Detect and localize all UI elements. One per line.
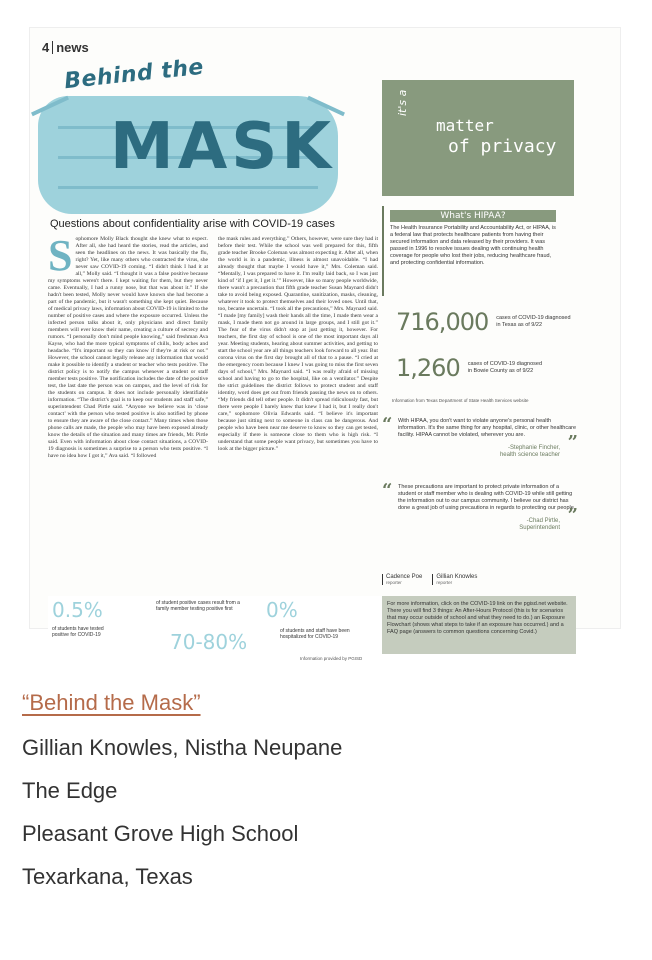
figure-caption: cases of COVID-19 diagnosed in Texas as of 9/22 — [496, 315, 571, 328]
info-box: For more information, click on the COVID-19 link on the pgisd.net website. There you will find 3 things: An After-Hours Protocol (this is for scenarios that may occur outside of school and what they need to do.) an Exposure Flowchart (shows what steps to take if an exposure has occurred.) and a FAQ page (answers to common questions concerning Covid.) — [382, 596, 576, 654]
stats-bar — [48, 596, 398, 660]
hipaa-title: What's HIPAA? — [390, 210, 556, 222]
reporter-role: reporter — [386, 580, 402, 585]
stat-caption: of student positive cases result from a family member testing positive first — [156, 600, 240, 612]
sidebar-banner — [382, 80, 574, 196]
page-number-value: 4 — [42, 40, 50, 55]
article-text-1: ophomore Molly Black thought she knew what to expect. After all, she had heard the stories, read the articles, and seen the headlines on the news. It was basically the flu, right? Yet, like many others who contracted the virus, she never saw COVID-19 coming. “I didn't think I had it at all,” Molly said. “I thought it was a false positive because my symptoms weren't there. I kept waiting for them, but they never came. Eventually, I had a runny nose, but that was about it.” If she hadn't been tested, Molly never would have known she had become a part of the pandemic, but it wasn't something she kept quiet. Because of medical privacy laws, information about COVID-19 is limited to the number of positive cases and where the exposure occurred. Unless the infected person talks about it, only physicians and direct family members will ever know their name, creating a culture of secrecy and rumors. “I personally don't mind people knowing,” said freshman Ava Kayse, who had the more typical symptoms of chills, body aches and headache. “It's important so they can know if they're at risk or not.” However, the school cannot legally release any information that would make it possible to identify a student or teacher who tests positive. The district policy is to notify the campus whenever a student or staff member tests positive. The notification includes the date of the positive test, the last date the person was on campus, and the level of risk for the students on campus. It does not include personally identifiable information. “The district's goal is to keep our students and staff safe,” superintendent Chad Pirtle said. “Anyone we believe was in ‘close contact’ with the person who tested positive is also notified by phone to ensure they are aware of the close contact.” Many times when those phone calls are made, the people who may have been exposed already know the details of the situation and many times are friends, Mr. Pirtle said. Even with information about close contact situations, a COVID-19 diagnosis is sometimes a surprise to a person who tests positive. “I have no idea how I got it,” Ava said. “I followed — [48, 236, 208, 459]
hipaa-box — [382, 206, 562, 296]
pull-quote — [382, 414, 578, 459]
mask-strap-left — [31, 96, 69, 117]
quote-mark-icon: “ — [382, 480, 393, 501]
page-number — [42, 40, 89, 55]
figure-row — [396, 354, 548, 382]
drop-cap: S — [48, 231, 73, 280]
quote-text: With HIPAA, you don't want to violate anyone's personal health information. It's the same thing for any hospital, clinic, or other healthcare facility. HIPAA cannot be violated, wherever you are. — [398, 418, 577, 438]
reporter-credits — [382, 574, 477, 585]
figure-caption: cases of COVID-19 diagnosed in Bowie County as of 9/22 — [467, 361, 543, 374]
quote-role: Superintendent — [519, 525, 560, 531]
caption-publication: The Edge — [22, 778, 118, 803]
subheadline: Questions about confidentiality arise with COVID-19 cases — [50, 218, 335, 230]
stats-source: Information provided by PGISD — [300, 656, 363, 661]
figure-value: 1,260 — [396, 354, 460, 382]
quote-name: -Chad Pirtle, — [526, 518, 560, 524]
magazine-page — [30, 28, 620, 661]
figure-row — [396, 308, 576, 336]
reporter-credit — [382, 574, 422, 585]
pull-quote — [382, 480, 578, 532]
headline-main: MASK — [110, 110, 335, 184]
banner-line-1: matter — [436, 116, 494, 135]
story-title-link[interactable]: “Behind the Mask” — [22, 690, 201, 715]
article-column-1 — [48, 231, 208, 588]
caption-location: Texarkana, Texas — [22, 864, 193, 889]
quote-end-icon: ” — [567, 432, 578, 453]
reporter-role: reporter — [436, 580, 453, 585]
stat-caption: of students have tested positive for COVID-19 — [52, 626, 104, 638]
quote-role: health science teacher — [499, 452, 560, 458]
quote-mark-icon: “ — [382, 414, 393, 435]
section-label: news — [56, 40, 89, 55]
reporter-credit — [432, 574, 477, 585]
stat-caption: of students and staff have been hospitalized for COVID-19 — [280, 628, 350, 640]
figure-value: 716,000 — [396, 308, 489, 336]
quote-end-icon: ” — [567, 505, 578, 526]
quote-attribution — [398, 445, 578, 459]
caption-school: Pleasant Grove High School — [22, 821, 299, 846]
figure-source: Information from Texas Department of State Health Services website — [392, 398, 529, 403]
reporter-name: Cadence Poe — [386, 574, 423, 580]
caption-authors: Gillian Knowles, Nistha Neupane — [22, 735, 343, 760]
quote-name: -Stephanie Fincher, — [507, 445, 560, 451]
banner-prefix: it's a — [396, 89, 409, 116]
reporter-name: Gillian Knowles — [436, 574, 478, 580]
headline-top: Behind the — [63, 54, 205, 95]
divider — [52, 41, 53, 54]
stat-value: 0% — [266, 598, 298, 622]
mask-pleat — [58, 186, 318, 189]
stat-value: 0.5% — [52, 598, 103, 622]
banner-line-2: of privacy — [448, 136, 557, 157]
stat-value: 70-80% — [170, 630, 248, 654]
quote-attribution — [398, 518, 578, 532]
hipaa-text: The Health Insurance Portability and Accountability Act, or HIPAA, is a federal law that protects healthcare patients from having their secured information and data released by their providers. It was passed in 1996 to resolve issues dealing with continuing health coverage for people who lost their jobs, reducing healthcare fraud, and protecting confidential information. — [390, 225, 556, 266]
article-column-2: the mask rules and everything.” Others, however, were sure they had it before their test. While the school was well prepared for this, fifth grade teacher Brooke Coleman was almost expecting it. After all, when the world is in a pandemic, illness is almost unavoidable. “I had already thought that maybe I would have it,” Mrs. Coleman said. “Mentally, I was prepared to have it. I'm really laid back, so I was just kind of ‘if I get it, I get it.’” However, like so many people worldwide, there wasn't a precaution that fifth grade teacher Susan Maynard didn't take to avoid being exposed. Quarantine, sanitization, masks, cleaning, whatever it took to protect themselves and their loved ones. Until that, too, became uncertain. “I took all the precautions,” Mrs. Maynard said. “I made [my family] wash their hands all the time, I made them wear a mask, I made them not go around in large groups, and I still got it.” The fear of the virus didn't stop at just getting it, however. For teachers, the first day of school is one of the most important days all year. Meeting students, hearing about summer activities, and getting to start the school year are all things teachers look forward to all year. But corona virus on the first day brought all of that to a pause. “I cried at the emergency room because I knew I was going to miss the first seven days of school,” Mrs. Maynard said. “I was really afraid of missing school and having to go to the hospital, like on a ventilator.” Despite the strict guidelines the district follows to protect student and staff identity, word does get out from friends passing the news on to others. “My friends did tell other people. It didn't spread ridiculously fast, but there were people I barely knew that knew I had it, but I really don't care,” sophomore Olivia Edwards said. “I believe it's important because just sitting next to someone in class can be dangerous. And people who have been near me deserve to know so they can get tested, especially if there is someone close to them who is high risk. “I understand that some people want privacy, but sometimes you have to look at the bigger picture.” — [218, 236, 378, 452]
quote-text: These precautions are important to protect private information of a student or staff member who is dealing with COVID-19 while still getting the information out to our campus community. I believe our district has done a great job of using precautions in regards to protecting our people. — [398, 484, 576, 511]
article-body — [48, 231, 378, 588]
